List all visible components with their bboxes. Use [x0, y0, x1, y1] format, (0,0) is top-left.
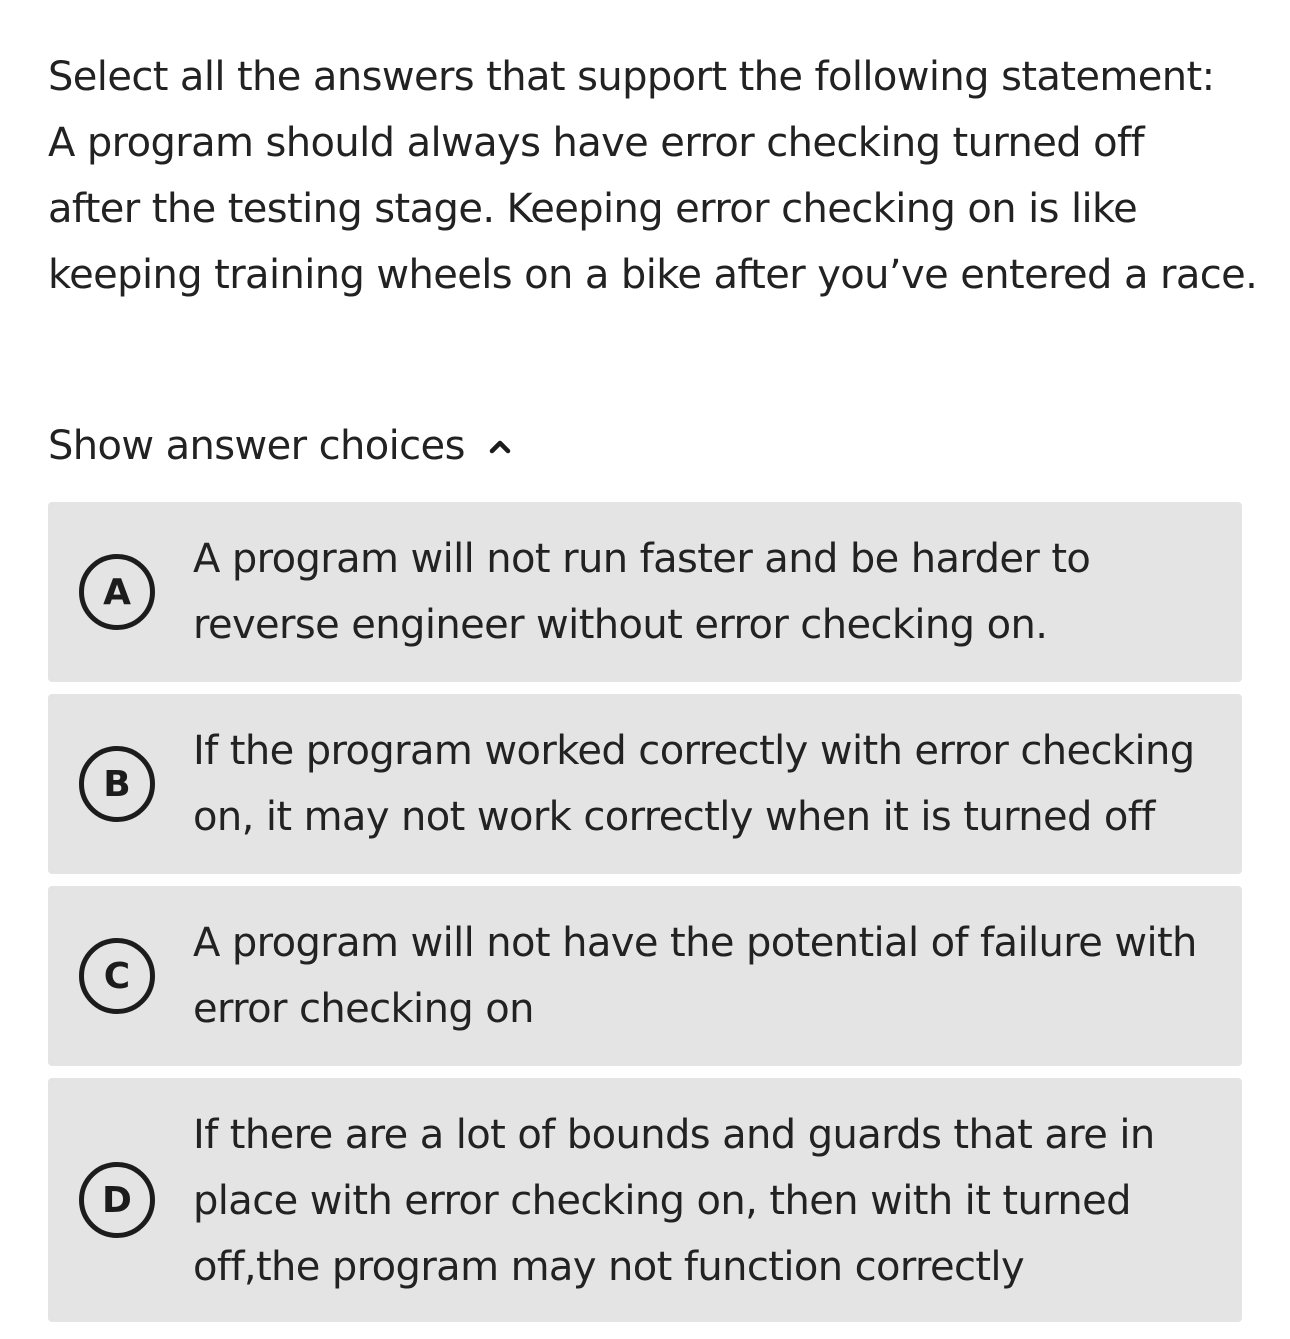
- choice-text: [193, 526, 1233, 658]
- show-answer-choices-label: Show answer choices: [48, 423, 465, 469]
- choice-letter-badge: C: [79, 938, 155, 1014]
- answer-choice-a[interactable]: [48, 502, 1242, 682]
- choice-text-line: place with error checking on, then with it turned: [193, 1178, 1131, 1224]
- answer-choice-b[interactable]: [48, 694, 1242, 874]
- question-line: Select all the answers that support the following statement:: [48, 54, 1215, 100]
- choice-letter-badge: A: [79, 554, 155, 630]
- choice-text-line: If there are a lot of bounds and guards that are in: [193, 1112, 1155, 1158]
- answer-choice-d[interactable]: [48, 1078, 1242, 1322]
- choice-text-line: on, it may not work correctly when it is turned off: [193, 794, 1155, 840]
- show-answer-choices-toggle[interactable]: [48, 418, 513, 474]
- choice-letter-badge: B: [79, 746, 155, 822]
- choice-letter-badge: D: [79, 1162, 155, 1238]
- choice-text-line: reverse engineer without error checking on.: [193, 602, 1048, 648]
- choice-text-line: off,the program may not function correctly: [193, 1244, 1025, 1290]
- chevron-up-icon: [487, 433, 513, 459]
- choice-text: [193, 910, 1233, 1042]
- answer-choices-list: [48, 502, 1242, 1334]
- answer-choice-c[interactable]: [48, 886, 1242, 1066]
- choice-text-line: A program will not have the potential of failure with: [193, 920, 1197, 966]
- question-line: A program should always have error checking turned off: [48, 120, 1145, 166]
- choice-text: [193, 718, 1233, 850]
- choice-text-line: error checking on: [193, 986, 534, 1032]
- question-line: keeping training wheels on a bike after you’ve entered a race.: [48, 252, 1258, 298]
- choice-text-line: A program will not run faster and be harder to: [193, 536, 1091, 582]
- choice-text-line: If the program worked correctly with error checking: [193, 728, 1195, 774]
- question-line: after the testing stage. Keeping error checking on is like: [48, 186, 1138, 232]
- question-text: [48, 44, 1258, 308]
- choice-text: [193, 1102, 1233, 1300]
